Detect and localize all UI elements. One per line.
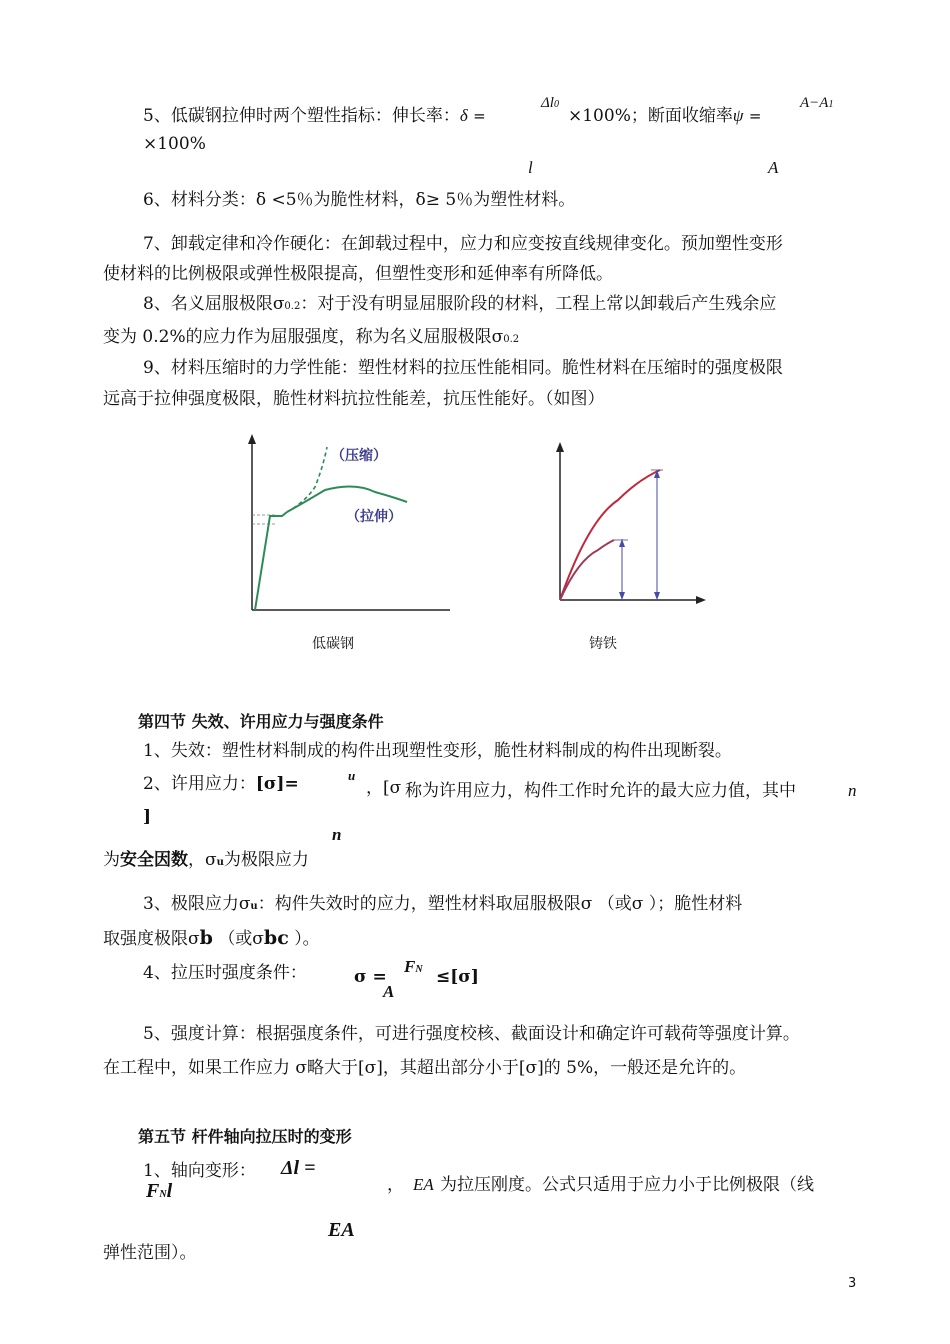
label-compression: （压缩） [331,448,387,464]
item8-line2: 变为 0.2%的应力作为屈服强度，称为名义屈服极限σ0.2 [103,327,520,347]
section4-p4: 4、拉压时强度条件： [143,963,307,983]
section4-p2-rest: ，[σ [366,778,402,798]
ea-denominator: EA [328,1219,355,1241]
compression-curve [560,470,660,600]
section5-p1a: 1、轴向变形： [143,1161,256,1181]
denominator-a: A [768,158,779,177]
caption-low-carbon-steel: 低碳钢 [312,636,354,652]
arrow-down [619,592,625,600]
arrow-down [654,592,660,600]
section4-p1: 1、失效：塑性材料制成的构件出现塑性变形，脆性材料制成的构件出现断裂。 [143,741,732,761]
compression-curve [287,447,327,512]
caption-cast-iron: 铸铁 [589,636,617,652]
item7-line1: 7、卸载定律和冷作硬化：在卸载过程中，应力和应变按直线规律变化。预加塑性变形 [143,234,783,254]
n-symbol: n [848,781,857,800]
section4-title: 第四节 失效、许用应力与强度条件 [138,712,384,731]
tension-curve [560,540,614,600]
section4-p3-line2: 取强度极限σb （或σbc ）。 [103,927,320,949]
closing-bracket: ] [143,807,152,827]
cast-iron-diagram [548,440,708,610]
equals-sign: = [473,107,486,125]
fn-l-numerator: FNl [146,1180,173,1202]
section4-p2: 2、许用应力：[σ]= [143,774,299,794]
section4-p2-text: 称为许用应力，构件工作时允许的最大应力值，其中 [405,781,796,801]
section5-comma: ， [387,1175,404,1195]
section4-p2c: 为安全因数，σu为极限应力 [103,850,309,870]
item9-line1: 9、材料压缩时的力学性能：塑性材料的拉压性能相同。脆性材料在压缩时的强度极限 [143,358,783,378]
item7-line2: 使材料的比例极限或弹性极限提高，但塑性变形和延伸率有所降低。 [103,264,613,284]
le-sigma: ≤[σ] [436,967,479,987]
section5-title: 第五节 杆件轴向拉压时的变形 [138,1127,352,1146]
sigma-equals: σ = [354,967,387,987]
delta-l-numerator: Δl0 [541,95,559,111]
section5-p1c: 为拉压刚度。公式只适用于应力小于比例极限（线 [440,1175,814,1195]
y-axis-arrow [248,434,256,444]
item9-line2: 远高于拉伸强度极限，脆性材料抗拉性能差，抗压性能好。（如图） [103,389,605,409]
label-tension: （拉伸） [346,509,402,525]
section4-p5-line1: 5、强度计算：根据强度条件，可进行强度校核、截面设计和确定许可载荷等强度计算。 [143,1024,800,1044]
item6-text: 6、材料分类：δ <5％为脆性材料，δ≥ 5％为塑性材料。 [143,190,576,210]
a-minus-a1: A−A1 [800,95,834,111]
item8-line1: 8、名义屈服极限σ0.2：对于没有明显屈服阶段的材料，工程上常以卸载后产生残余应 [143,294,777,314]
denominator-n: n [332,825,342,844]
item5-pct-text: ×100%；断面收缩率ψ = [568,106,762,126]
delta-l-formula: Δl = [281,1157,316,1179]
page-number: 3 [848,1276,857,1291]
x-axis-arrow [696,596,706,604]
section4-p3-line1: 3、极限应力σu：构件失效时的应力，塑性材料取屈服极限σ （或σ ）；脆性材料 [143,894,743,914]
item5-text: 5、低碳钢拉伸时两个塑性指标：伸长率：δ = [143,106,486,126]
y-axis-arrow [556,442,564,452]
ea-label: EA [413,1175,434,1194]
delta-symbol: δ [459,106,468,125]
denominator-l: l [528,158,533,177]
elastic-line [255,512,287,610]
section5-p1d: 弹性范围）。 [103,1243,197,1263]
section4-p5-line2: 在工程中，如果工作应力 σ略大于[σ]，其超出部分小于[σ]的 5%，一般还是允许的。 [103,1058,747,1078]
a-denominator: A [383,982,395,1001]
item5-pct2: ×100% [143,134,206,154]
fn-numerator: FN [404,957,423,976]
sigma-u-sup: u [348,768,356,783]
